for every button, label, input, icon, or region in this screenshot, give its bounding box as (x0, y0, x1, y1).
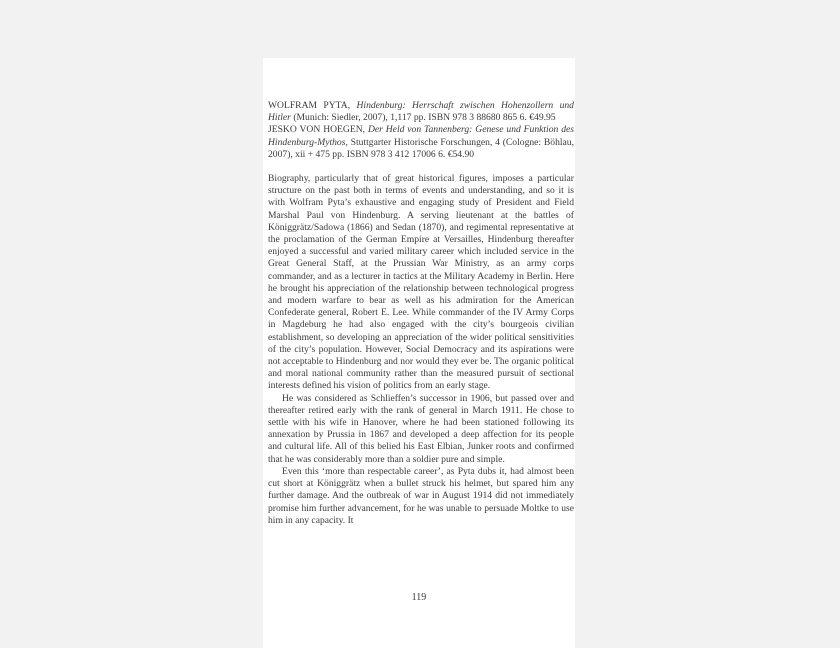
body-paragraph: Biography, particularly that of great historical figures, imposes a particular structure on the past both in terms of events and understanding, and so it is with Wolfram Pyta’s exhaustive and engaging study of President and Field Marshal Paul von Hindenburg. A serving lieutenant at the battles of Königgrätz/Sadowa (1866) and Sedan (1870), and regimental representative at the proclamation of the German Empire at Versailles, Hindenburg thereafter enjoyed a successful and varied military career which included service in the Great General Staff, at the Prussian War Ministry, as an army corps commander, and as a lecturer in tactics at the Military Academy in Berlin. Here he brought his appreciation of the relationship between technological progress and modern warfare to bear as well as his admiration for the American Confederate general, Robert E. Lee. While commander of the IV Army Corps in Magdeburg he had also engaged with the city’s bourgeois civilian establishment, so developing an appreciation of the wider political sensitivities of the city’s population. However, Social Democracy and its aspirations were not acceptable to Hindenburg and nor would they ever be. The organic political and moral national community rather than the measured pursuit of sectional interests defined his vision of politics from an early stage. (268, 173, 574, 392)
bibliography-entry (268, 100, 574, 124)
review-body (268, 173, 574, 527)
bibliography-block (268, 100, 574, 161)
bibliography-entry (268, 124, 574, 161)
bib-details: (Munich: Siedler, 2007), 1,117 pp. ISBN 978 3 88680 865 6. €49.95 (293, 112, 556, 124)
body-paragraph: Even this ‘more than respectable career’, as Pyta dubs it, had almost been cut short at Königgrätz when a bullet struck his helmet, but spared him any further damage. And the outbreak of war in August 1914 did not immediately promise him further advancement, for he was unable to persuade Moltke to use him in any capacity. It (268, 465, 574, 526)
bib-title: Hindenburg: Herrschaft zwischen Hohenzollern und Hitler (268, 100, 574, 124)
bib-details: Stuttgarter Historische Forschungen, 4 (Cologne: Böhlau, 2007), xii + 475 pp. ISBN 978 3 412 17006 6. €54.90 (268, 136, 574, 160)
page-content (268, 100, 574, 527)
bib-author: JESKO VON HOEGEN, (268, 124, 366, 136)
document-page (263, 58, 575, 648)
page-number: 119 (411, 592, 427, 603)
bib-title: Der Held von Tannenberg: Genese und Funktion des Hindenburg-Mythos, (268, 124, 574, 148)
bib-author: WOLFRAM PYTA, (268, 100, 351, 111)
body-paragraph: He was considered as Schlieffen’s successor in 1906, but passed over and thereafter retired early with the rank of general in March 1911. He chose to settle with his wife in Hanover, where he had been stationed following its annexation by Prussia in 1867 and developed a deep affection for its people and cultural life. All of this belied his East Elbian, Junker roots and confirmed that he was considerably more than a soldier pure and simple. (268, 392, 574, 465)
